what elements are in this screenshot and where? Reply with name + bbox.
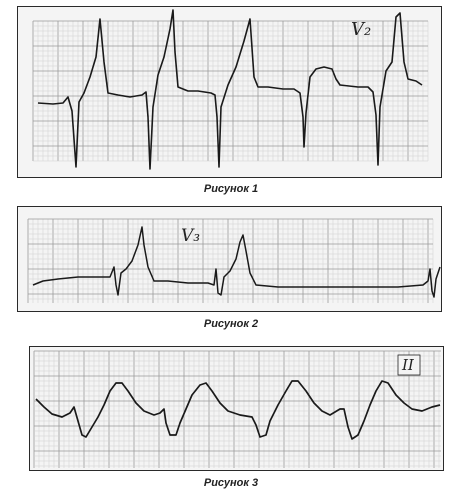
- ecg-grid: [34, 351, 441, 468]
- ecg-trace: [36, 381, 440, 439]
- ecg-grid: [28, 219, 433, 303]
- ecg-grid: [33, 21, 428, 161]
- lead-label: V₂: [351, 19, 372, 40]
- figure-2-ecg-strip: [18, 207, 442, 312]
- figure-3-caption: Рисунок 3: [203, 477, 259, 489]
- figure-1-caption: Рисунок 1: [203, 183, 259, 195]
- figure-2-caption: Рисунок 2: [203, 318, 259, 330]
- figure-2-panel: [17, 206, 442, 312]
- lead-label: II: [402, 356, 414, 374]
- figure-3-panel: [29, 346, 444, 471]
- ecg-trace: [33, 227, 440, 297]
- figure-1-ecg-strip: [18, 7, 442, 178]
- figure-3-ecg-strip: [30, 347, 444, 471]
- lead-label: V₃: [181, 226, 201, 246]
- figure-1-panel: [17, 6, 442, 178]
